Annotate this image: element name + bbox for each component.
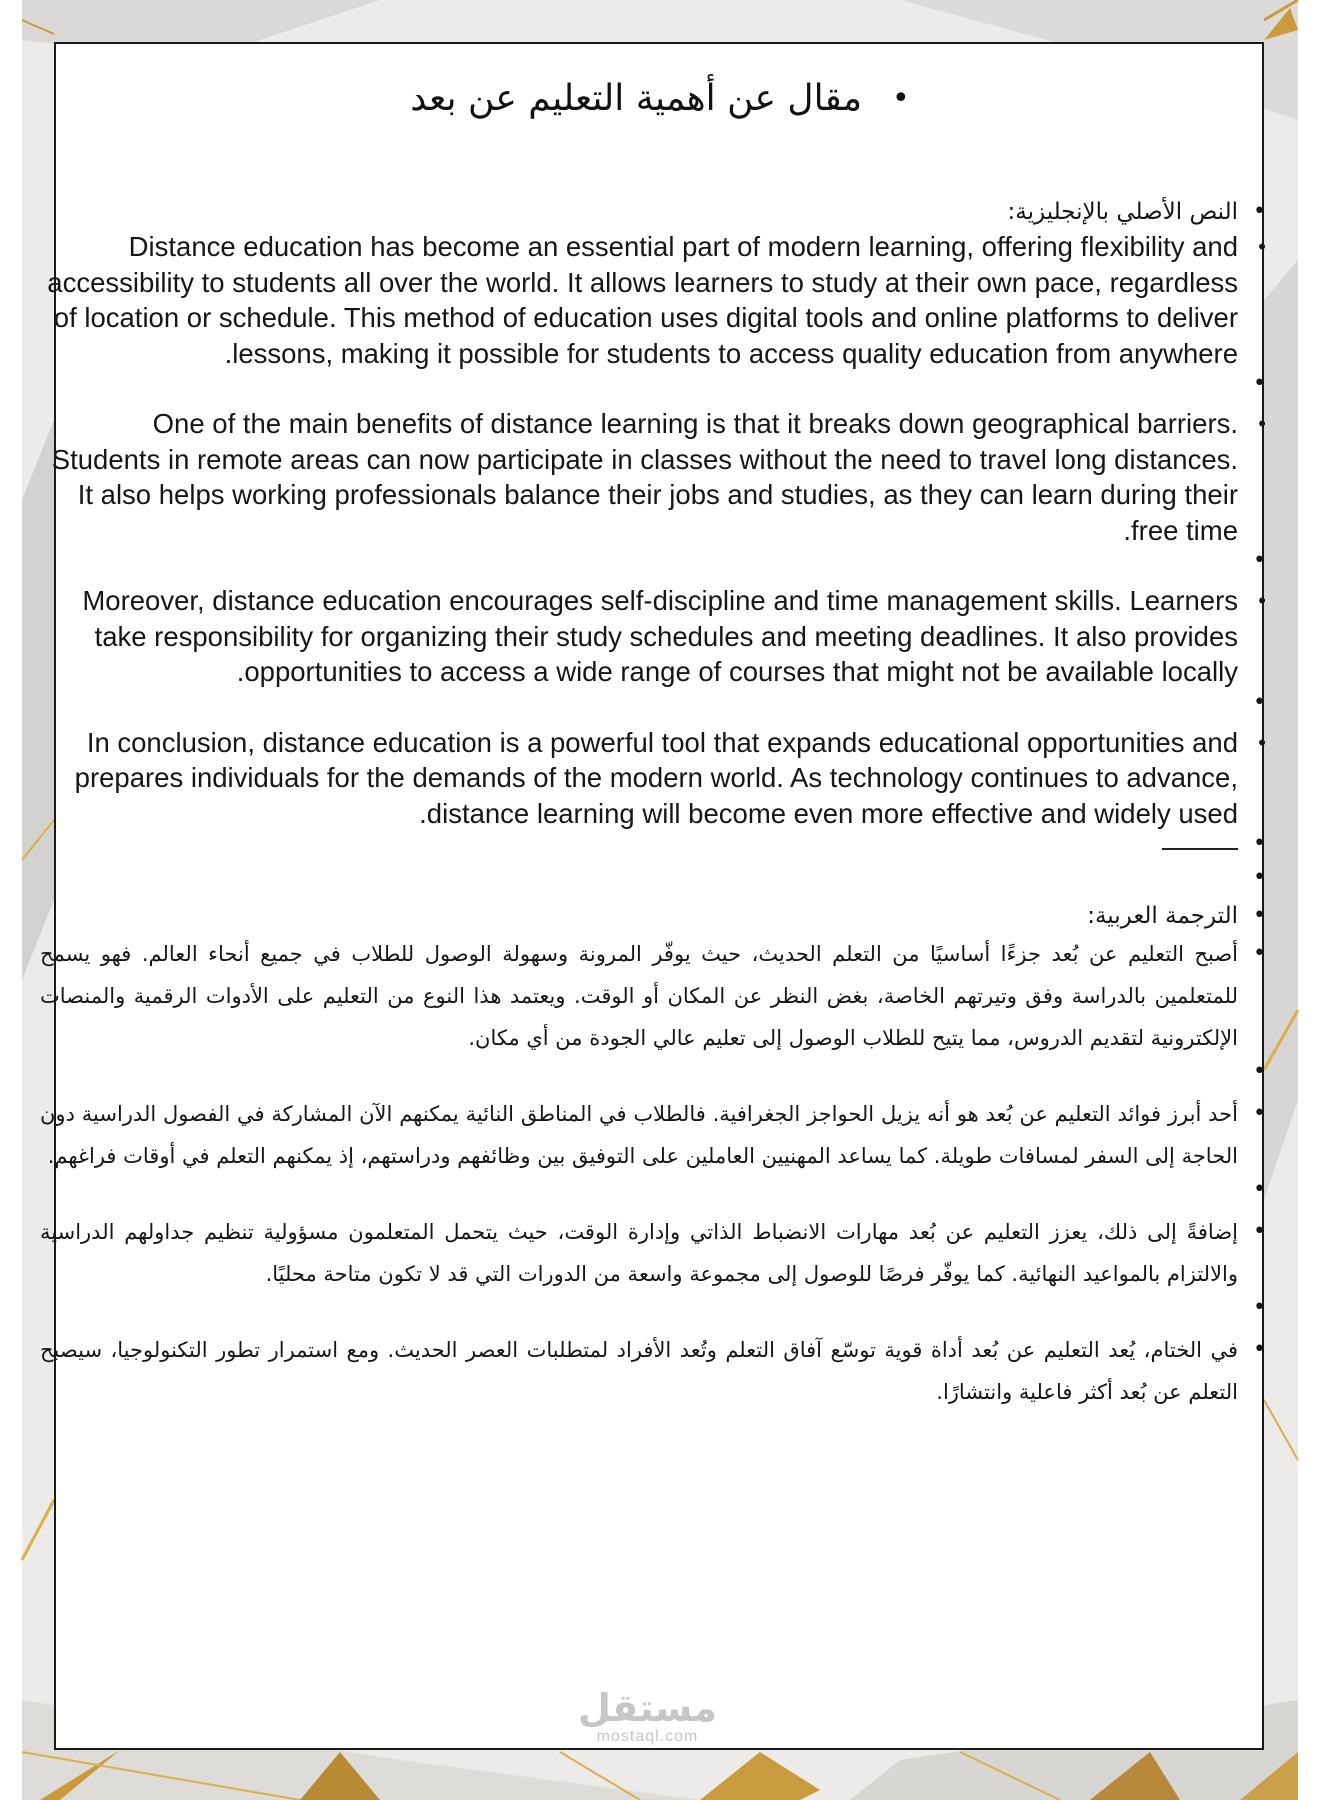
page-title: مقال عن أهمية التعليم عن بعد xyxy=(410,78,863,119)
list-item-empty xyxy=(40,1059,1270,1093)
article-content xyxy=(40,195,1270,1413)
list-item-empty xyxy=(40,371,1270,406)
watermark-url: mostaql.com xyxy=(596,1728,699,1745)
divider-line xyxy=(1162,848,1238,850)
english-paragraph-1: • Distance education has become an essential part of modern learning, offering flexibility and accessibility to students all over the world. It allows learners to study at their own pace, regardless of location or schedule. This method of education uses digital tools and online platforms to deliver lessons, making it possible for students to access quality education from anywhere. xyxy=(40,229,1270,371)
list-item-empty xyxy=(40,865,1270,899)
title-bullet: • xyxy=(892,81,910,116)
english-paragraph-2: • One of the main benefits of distance learning is that it breaks down geographical barriers. Students in remote areas can now participate in classes without the need to travel long distances. It also helps working professionals balance their jobs and studies, as they can learn during their free time. xyxy=(40,406,1270,548)
arabic-paragraph-3: • إضافةً إلى ذلك، يعزز التعليم عن بُعد مهارات الانضباط الذاتي وإدارة الوقت، حيث يتحمل المتعلمون مسؤولية تنظيم جداولهم الدراسية والالتزام بالمواعيد النهائية. كما يوفّر فرصًا للوصول إلى مجموعة واسعة من الدورات التي قد لا تكون متاحة محليًا. xyxy=(40,1211,1270,1295)
arabic-section-heading: • الترجمة العربية: xyxy=(40,899,1270,933)
title-row xyxy=(0,78,1320,119)
article-list xyxy=(40,195,1270,1413)
list-item-empty xyxy=(40,1177,1270,1211)
arabic-paragraph-1: • أصبح التعليم عن بُعد جزءًا أساسيًا من التعلم الحديث، حيث يوفّر المرونة وسهولة الوصول للطلاب في جميع أنحاء العالم. فهو يسمح للمتعلمين بالدراسة وفق وتيرتهم الخاصة، بغض النظر عن المكان أو الوقت. ويعتمد هذا النوع من التعليم على الأدوات الرقمية والمنصات الإلكترونية لتقديم الدروس، مما يتيح للطلاب الوصول إلى تعليم عالي الجودة من أي مكان. xyxy=(40,933,1270,1059)
list-item-empty xyxy=(40,548,1270,583)
arabic-paragraph-4: • في الختام، يُعد التعليم عن بُعد أداة قوية توسّع آفاق التعلم وتُعد الأفراد لمتطلبات العصر الحديث. ومع استمرار تطور التكنولوجيا، سيصبح التعلم عن بُعد أكثر فاعلية وانتشارًا. xyxy=(40,1329,1270,1413)
english-paragraph-4: • In conclusion, distance education is a powerful tool that expands educational opportunities and prepares individuals for the demands of the modern world. As technology continues to advance, distance learning will become even more effective and widely used. xyxy=(40,725,1270,832)
watermark-logo-text: مستقل xyxy=(578,1686,717,1730)
list-item-rule xyxy=(40,831,1270,865)
english-paragraph-3: • Moreover, distance education encourages self-discipline and time management skills. Learners take responsibility for organizing their study schedules and meeting deadlines. It also provides opportunities to access a wide range of courses that might not be available locally. xyxy=(40,583,1270,690)
arabic-paragraph-2: • أحد أبرز فوائد التعليم عن بُعد هو أنه يزيل الحواجز الجغرافية. فالطلاب في المناطق النائية يمكنهم الآن المشاركة في الفصول الدراسية دون الحاجة إلى السفر لمسافات طويلة. كما يساعد المهنيين العاملين على التوفيق بين وظائفهم ودراستهم، إذ يمكنهم التعلم في أوقات فراغهم. xyxy=(40,1093,1270,1177)
english-section-heading: • النص الأصلي بالإنجليزية: xyxy=(40,195,1270,229)
list-item-empty xyxy=(40,1295,1270,1329)
list-item-empty xyxy=(40,690,1270,725)
watermark xyxy=(578,1688,717,1746)
